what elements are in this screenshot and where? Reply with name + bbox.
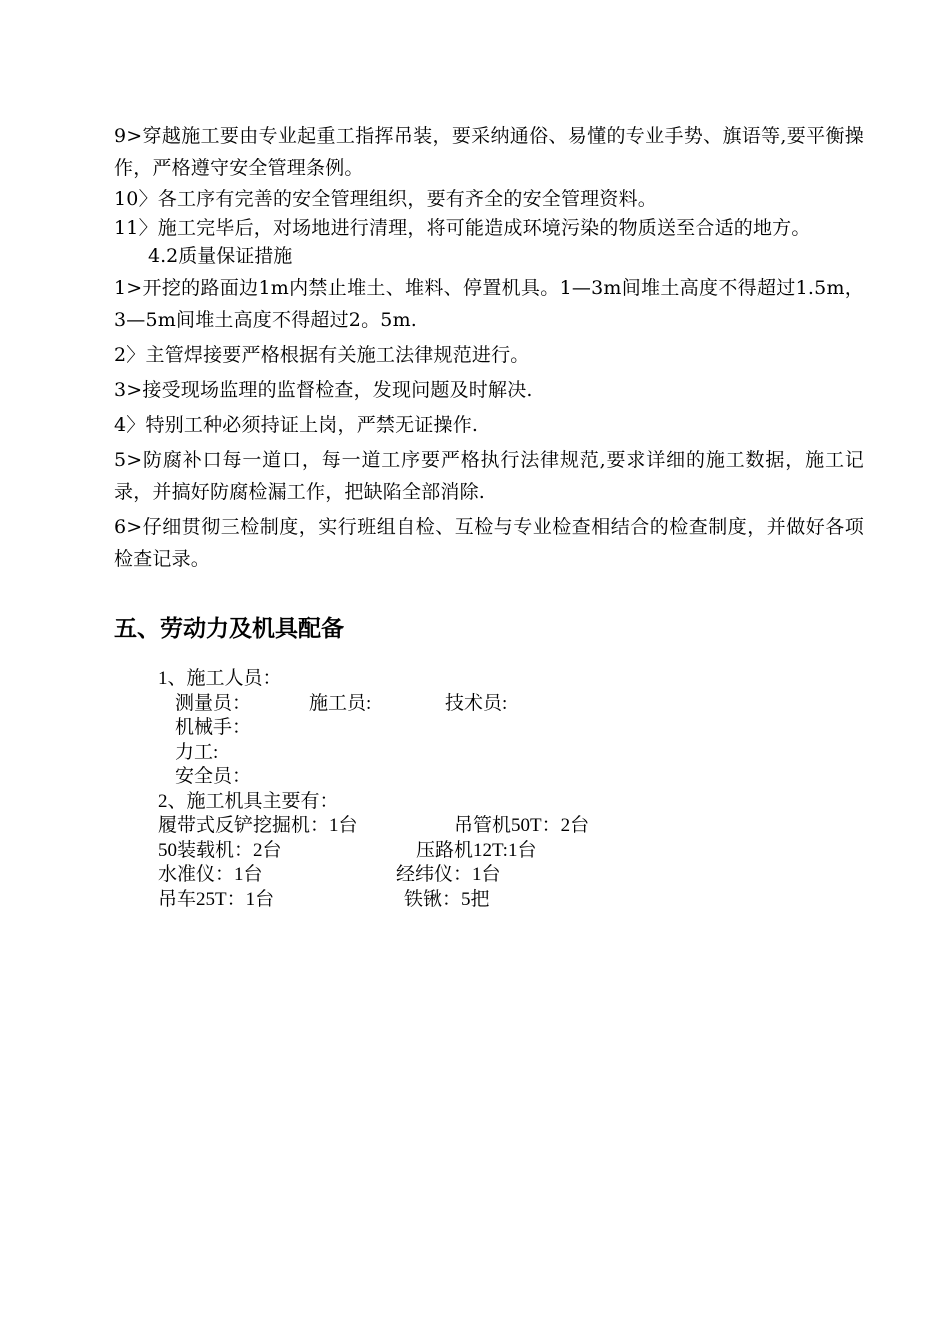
paragraph-10: 10〉各工序有完善的安全管理组织，要有齐全的安全管理资料。 (114, 188, 657, 210)
paragraph-11: 11〉施工完毕后，对场地进行清理，将可能造成环境污染的物质送至合适的地方。 (114, 217, 811, 239)
equipment-item: 压路机12T:1台 (416, 839, 537, 861)
equipment-item: 水准仪：1台 (158, 864, 263, 885)
equipment-row (158, 839, 864, 864)
quality-item-4: 4〉特别工种必须持证上岗，严禁无证操作. (114, 414, 479, 436)
equipment-row (158, 814, 864, 839)
surveyor-label: 测量员： (175, 692, 252, 714)
personnel-heading: 1、施工人员： (158, 668, 282, 689)
mechanic-label: 机械手： (175, 717, 252, 738)
document-content (114, 120, 864, 912)
equipment-item: 经纬仪：1台 (396, 864, 501, 885)
personnel-row (175, 692, 864, 717)
quality-item-5: 5>防腐补口每一道口，每一道工序要严格执行法律规范,要求详细的施工数据，施工记录，并搞好防腐检漏工作，把缺陷全部消除. (114, 449, 864, 503)
equipment-item: 铁锹：5把 (404, 888, 490, 910)
quality-item-2: 2〉主管焊接要严格根据有关施工法律规范进行。 (114, 344, 530, 366)
equipment-item: 吊车25T：1台 (158, 888, 275, 910)
laborer-label: 力工: (175, 741, 219, 763)
technician-label: 技术员: (445, 692, 508, 714)
equipment-item: 吊管机50T：2台 (454, 815, 590, 836)
paragraph-9: 9>穿越施工要由专业起重工指挥吊装，要采纳通俗、易懂的专业手势、旗语等,要平衡操作，严格遵守安全管理条例。 (114, 125, 864, 179)
quality-item-3: 3>接受现场监理的监督检查，发现问题及时解决. (114, 379, 533, 401)
personnel-block (158, 667, 864, 912)
quality-item-6: 6>仔细贯彻三检制度，实行班组自检、互检与专业检查相结合的检查制度，并做好各项检查记录。 (114, 516, 864, 570)
equipment-item: 50装载机：2台 (158, 839, 282, 861)
equipment-heading: 2、施工机具主要有： (158, 790, 339, 812)
subheading-quality: 4.2质量保证措施 (148, 245, 293, 267)
quality-item-1: 1>开挖的路面边1m内禁止堆土、堆料、停置机具。1—3m间堆土高度不得超过1.5m，3—5m间堆土高度不得超过2。5m. (114, 277, 864, 331)
section-title: 五、劳动力及机具配备 (114, 616, 344, 642)
equipment-item: 履带式反铲挖掘机：1台 (158, 815, 358, 836)
equipment-row (158, 888, 864, 913)
equipment-row (158, 863, 864, 888)
constructor-label: 施工员: (309, 692, 372, 714)
safety-officer-label: 安全员： (175, 766, 252, 787)
